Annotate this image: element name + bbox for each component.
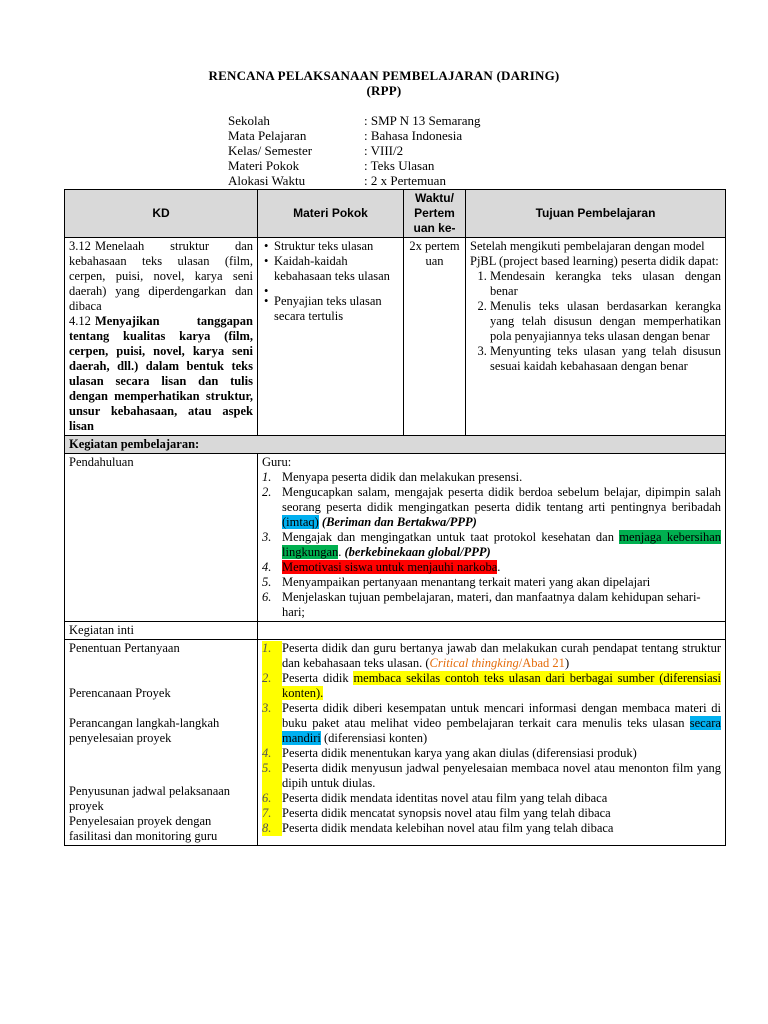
item-number: 6. [262, 791, 282, 806]
item-text [282, 485, 721, 530]
highlight-text: (imtaq) [282, 515, 319, 529]
info-value: : 2 x Pertemuan [364, 173, 446, 188]
tujuan-item: 2. Menulis teks ulasan berdasarkan kerangka yang telah disusun dengan memperhatikan pola penyajiannya teks ulasan dengan benar [490, 299, 721, 344]
header-tujuan: Tujuan Pembelajaran [466, 190, 726, 238]
item-text [282, 641, 721, 671]
tujuan-cell [466, 238, 726, 436]
item-emphasis: (berkebinekaan global/PPP) [344, 545, 491, 559]
highlight-text: secara mandiri [282, 716, 721, 745]
info-label: Sekolah [228, 113, 270, 128]
list-item [262, 701, 721, 746]
item-text-part: (diferensiasi konten) [324, 731, 428, 745]
item-number: 4. [262, 746, 282, 761]
info-label: Kelas/ Semester [228, 143, 313, 158]
info-label: Mata Pelajaran [228, 128, 307, 143]
kegiatan-header-row [65, 436, 726, 454]
info-value: : Teks Ulasan [364, 158, 435, 173]
info-row-kelas [228, 143, 648, 158]
info-row-materi [228, 158, 648, 173]
list-item [262, 821, 721, 836]
list-item [262, 806, 721, 821]
item-text-part: Mengajak dan mengingatkan untuk taat protokol kesehatan dan [282, 530, 614, 544]
item-text: Peserta didik menentukan karya yang akan diulas (diferensiasi produk) [282, 746, 637, 760]
item-text: Memotivasi siswa untuk menjauhi narkoba. [282, 560, 501, 574]
item-text: Mengajak dan mengingatkan untuk taat protokol kesehatan dan menjaga kebersihan lingkungan. (berkebinekaan global/PPP) [282, 530, 722, 559]
list-item [262, 530, 721, 560]
list-item [262, 575, 721, 590]
inti-steps-cell [258, 640, 726, 846]
item-text [282, 701, 721, 746]
item-number: 2. [262, 485, 272, 499]
list-item [262, 671, 721, 701]
stage-label: Perancangan langkah-langkah penyelesaian proyek [69, 716, 220, 745]
pendahuluan-label: Pendahuluan [65, 454, 258, 622]
info-row-alokasi [228, 173, 648, 188]
inti-row [65, 640, 726, 846]
item-number: 4. [262, 560, 272, 574]
item-number: 8. [262, 821, 282, 836]
stage-label: Perencanaan Proyek [69, 686, 171, 700]
materi-item: • Penyajian teks ulasan secara tertulis [274, 294, 399, 324]
item-text: Peserta didik menyusun jadwal penyelesaian membaca novel atau menonton film yang dipih untuk diulas. [282, 761, 721, 790]
kd-row [65, 238, 726, 436]
guru-label: Guru: [262, 455, 292, 469]
item-number: 7. [262, 806, 282, 821]
stage-label: Penentuan Pertanyaan [69, 641, 180, 655]
info-label: Alokasi Waktu [228, 173, 306, 188]
item-text-part: ) [564, 656, 570, 670]
stage-label: Penyusunan jadwal pelaksanaan proyek [69, 784, 231, 813]
list-item [262, 560, 721, 575]
item-emphasis: (Beriman dan Bertakwa/PPP) [321, 515, 477, 529]
rpp-table [64, 189, 726, 846]
item-number: 1. [262, 641, 282, 671]
tujuan-intro: Setelah mengikuti pembelajaran dengan model PjBL (project based learning) peserta didik dapat: [470, 239, 719, 268]
list-item [262, 470, 721, 485]
item-emphasis: Critical thingking [429, 656, 519, 670]
item-number: 5. [262, 761, 282, 791]
kd-number: 3.12 [69, 239, 91, 253]
item-text: Menjelaskan tujuan pembelajaran, materi, dan manfaatnya dalam kehidupan sehari-hari; [282, 590, 701, 619]
pendahuluan-row [65, 454, 726, 622]
info-value: : VIII/2 [364, 143, 404, 158]
kd-number: 4.12 [69, 314, 91, 328]
kd-312 [69, 239, 253, 314]
item-text: Peserta didik mencatat synopsis novel atau film yang telah dibaca [282, 806, 611, 820]
item-text: Menyapa peserta didik dan melakukan presensi. [282, 470, 523, 484]
list-item [262, 641, 721, 671]
highlight-text: menjaga kebersihan lingkungan [282, 530, 722, 559]
header-waktu: Waktu/ Pertem uan ke- [404, 190, 466, 238]
inti-labels-cell [65, 640, 258, 846]
list-item [262, 485, 721, 530]
item-number: 1. [262, 470, 272, 484]
item-number: 3. [262, 701, 282, 746]
stage-label: Penyelesaian proyek dengan fasilitasi dan monitoring guru [69, 814, 218, 843]
kd-text: Menyajikan tanggapan tentang kualitas karya (film, cerpen, puisi, novel, karya seni daerah, dll.) dalam bentuk teks ulasan secara lisan dan tulis dengan memperhatikan struktur, unsur kebahasaan, atau aspek lisan [69, 314, 253, 433]
highlight-text: Memotivasi siswa untuk menjauhi narkoba [282, 560, 498, 574]
info-value: : SMP N 13 Semarang [364, 113, 481, 128]
kegiatan-inti-empty [258, 622, 726, 640]
materi-cell [258, 238, 404, 436]
item-text: Peserta didik mendata kelebihan novel atau film yang telah dibaca [282, 821, 614, 835]
item-text: Peserta didik mendata identitas novel atau film yang telah dibaca [282, 791, 608, 805]
item-text-part: Peserta didik dan guru bertanya jawab dan melakukan curah pendapat tentang struktur dan kebahasaan teks ulasan. ( [282, 641, 721, 670]
item-number: 6. [262, 590, 272, 604]
kegiatan-inti-row [65, 622, 726, 640]
kd-text: Menelaah struktur dan kebahasaan teks ulasan (film, cerpen, puisi, novel, karya seni daerah) yang diperdengarkan dan dibaca [69, 239, 253, 313]
item-number: 3. [262, 530, 272, 544]
header-materi: Materi Pokok [258, 190, 404, 238]
materi-item: • Kaidah-kaidah kebahasaan teks ulasan [274, 254, 399, 284]
kegiatan-label: Kegiatan pembelajaran: [65, 436, 726, 454]
table-header-row [65, 190, 726, 238]
waktu-cell: 2x pertem uan [404, 238, 466, 436]
document-subtitle: (RPP) [366, 83, 402, 98]
tujuan-item: 3. Menyunting teks ulasan yang telah disusun sesuai kaidah kebahasaan dengan benar [490, 344, 721, 374]
spacer [274, 284, 399, 294]
kd-cell [65, 238, 258, 436]
kd-412 [69, 314, 253, 434]
list-item [262, 590, 721, 620]
highlight-text: membaca sekilas contoh teks ulasan dari berbagai sumber (diferensiasi konten). [282, 671, 722, 700]
info-value: : Bahasa Indonesia [364, 128, 463, 143]
materi-item: • Struktur teks ulasan [274, 239, 399, 254]
item-text: Menyampaikan pertanyaan menantang terkait materi yang akan dipelajari [282, 575, 651, 589]
item-text [282, 671, 721, 701]
list-item [262, 746, 721, 761]
item-number: 5. [262, 575, 272, 589]
header-kd: KD [65, 190, 258, 238]
pendahuluan-cell [258, 454, 726, 622]
kegiatan-inti-label: Kegiatan inti [65, 622, 258, 640]
item-text-part: Peserta didik [282, 671, 349, 685]
list-item [262, 791, 721, 806]
identity-block [228, 113, 648, 188]
info-row-mapel [228, 128, 648, 143]
item-text-part: Peserta didik diberi kesempatan untuk mencari informasi dengan membaca materi di buku paket atau melihat video pembelajaran terkait cara menulis teks ulasan [282, 701, 721, 730]
tujuan-item: 1. Mendesain kerangka teks ulasan dengan benar [490, 269, 721, 299]
item-emphasis: /Abad 21 [518, 656, 565, 670]
info-row-sekolah [228, 113, 648, 128]
info-label: Materi Pokok [228, 158, 300, 173]
document-title: RENCANA PELAKSANAAN PEMBELAJARAN (DARING) [208, 68, 560, 83]
list-item [262, 761, 721, 791]
item-text-part: Mengucapkan salam, mengajak peserta didik berdoa sebelum belajar, dipimpin salah seorang peserta didik mengingatkan peserta didik tentang arti pentingnya beribadah [282, 485, 721, 514]
item-number: 2. [262, 671, 282, 701]
